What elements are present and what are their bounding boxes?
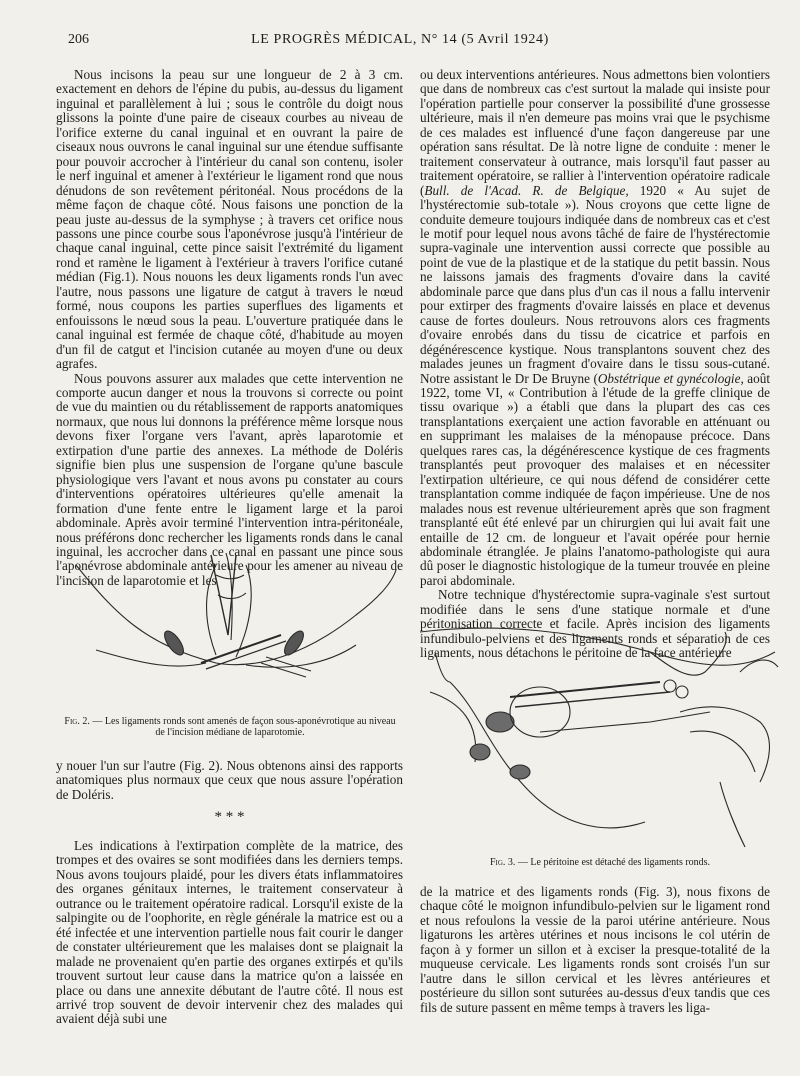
journal-title: LE PROGRÈS MÉDICAL, N° 14 (5 Avril 1924) xyxy=(251,32,549,47)
right-column-top xyxy=(420,68,770,661)
left-column-top xyxy=(56,68,403,588)
paragraph: Nous incisons la peau sur une longueur de 2 à 3 cm. exactement en dehors de l'épine du pubis, au-dessus du ligament inguinal et parallèlement à lui ; sous le contrôle du doigt nous glissons la pointe d'une paire de ciseaux courbes au niveau de l'orifice externe du canal inguinal et en ouvrant la paire de ciseaux nous ouvrons le canal inguinal sur une étendue suffisante pour pouvoir accrocher à l'intérieur du canal son contenu, isoler le nerf inguinal et amener à l'extérieur le ligament rond que nous dénudons de son revêtement péritonéal. Nous procédons de la même façon de chaque côté. Nous faisons une ponction de la peau juste au-dessus de la symphyse ; à travers cet orifice nous passons une pince courbe sous l'aponévrose jusqu'à l'intérieur de chaque canal inguinal, cette pince saisit l'extrémité du ligament rond et ramène le ligament à l'extérieur à travers l'orifice cutané médian (Fig.1). Nous nouons les deux ligaments ronds l'un avec l'autre, nous passons une ligature de catgut à travers le nœud formé, nous coupons les parties superflues des ligaments et enfouissons le nœud sous la peau. L'ouverture pratiquée dans le canal inguinal est fermée de chaque côté, d'habitude au moyen d'un fil de catgut et l'incision cutanée au moyen d'une ou deux agrafes. xyxy=(56,67,403,372)
figure-3-caption xyxy=(430,857,770,868)
figure-label: Fig. 3. xyxy=(489,857,516,868)
caption-text: — Le péritoine est détaché des ligaments ronds. xyxy=(515,857,711,868)
section-separator: * * * xyxy=(214,809,245,825)
paragraph: ou deux interventions antérieures. Nous admettons bien volontiers que dans de nombreux cas c'est surtout la malade qui insiste pour l'opération partielle pour conserver la possibilité d'une grossesse ultérieure, mais il n'en demeure pas moins vrai que le psychisme de ces malades est influencé d'une façon dangereuse par une opération sans résultat. De là notre ligne de conduite : mener le traitement conservateur à outrance, mais lorsqu'il faut passer au traitement opératoire, se rallier à l'intervention opératoire radicale (Bull. de l'Acad. R. de Belgique, 1920 « Au sujet de l'hystérectomie sub-totale »). Nous croyons que cette ligne de conduite demeure toujours indiquée dans de nombreux cas et c'est le motif pour lequel nous avons tâché de faire de l'hystérectomie supra-vaginale une intervention aussi correcte que possible au point de vue de la plastique et de la statique du petit bassin. Nous ne laissons jamais des fragments d'ovaire dans la cavité abdominale parce que dans plus d'un cas il nous a fallu intervenir pour extirper des fragments d'ovaire laissés en place et devenus cause de fortes douleurs. Nous retrouvons alors ces fragments d'ovaire enrobés dans du tissu de cicatrice et parfois en dégénérescence kystique. Nous transplantons souvent chez des malades jeunes un fragment d'ovaire dans le tissu sous-cutané. Notre assistant le Dr De Bruyne (Obstétrique et gynécologie, août 1922, tome VI, « Contribution à l'étude de la greffe clinique de tissu ovarique ») a établi que dans la plupart des cas ces transplantations exerçaient une action favorable en atténuant ou en supprimant les malaises de la ménopause précoce. Dans quelques rares cas, la dégénérescence kystique de ces fragments transplantés peut provoquer des malaises et en nécessiter l'extirpation ultérieure, ce qui nous défend de considérer cette transplantation comme indiquée de façon impérieuse. Une de nos malades nous est revenue ultérieurement après que son fragment transplanté eût été enlevé par un chirurgien qui lui avait fait une entaille de 12 cm. de longueur et l'avait opérée pour hernie abdominale étranglée. Je plains l'anatomo-pathologiste qui aura dû poser le diagnostic histologique de la tumeur trouvée en pleine paroi abdominale. xyxy=(420,67,770,588)
figure-2-caption xyxy=(60,716,400,738)
figure-2-illustration xyxy=(56,545,403,725)
paragraph: y nouer l'un sur l'autre (Fig. 2). Nous obtenons ainsi des rapports anatomiques plus normaux que ceux que nous assure l'opération de Doléris. xyxy=(56,758,403,802)
left-column-middle xyxy=(56,759,403,802)
figure-3-illustration xyxy=(420,612,780,852)
fig3-drawing xyxy=(420,612,780,852)
fig2-drawing xyxy=(56,545,403,725)
paragraph: Les indications à l'extirpation complète de la matrice, des trompes et des ovaires se sont modifiées dans les derniers temps. Nous avons toujours plaidé, pour les divers états inflammatoires des organes génitaux internes, le traitement conservateur à outrance ou le traitement opératoire radical. Lorsqu'il existe de la salpingite ou de l'oophorite, en règle générale la matrice est ou a été infectée et une intervention partielle nous fait courir le danger de constater ultérieurement que les malaises dont se plaignait la malade ne provenaient qu'en partie des organes extirpés et qu'ils trouvent surtout leur cause dans la matrice qu'on a laissée en place ou dans une annexite débutant de l'autre côté. Il nous est arrivé trop souvent de devoir intervenir chez des malades qui avaient déjà subi une xyxy=(56,838,403,1027)
figure-label: Fig. 2. xyxy=(64,716,90,727)
right-column-bottom xyxy=(420,885,770,1015)
page-header xyxy=(0,32,800,54)
caption-text: — Les ligaments ronds sont amenés de façon sous-aponévrotique au niveau de l'incision médiane de laparotomie. xyxy=(89,716,396,738)
left-column-bottom xyxy=(56,839,403,1027)
paragraph: Notre technique d'hystérectomie supra-vaginale s'est surtout modifiée dans le sens d'une statique normale et d'une péritonisation correcte et facile. Après incision des ligaments infundibulo-pelviens et des ligaments ronds et séparation de ces ligaments, nous détachons le péritoine de la face antérieure xyxy=(420,587,770,661)
paragraph: de la matrice et des ligaments ronds (Fig. 3), nous fixons de chaque côté le moignon infundibulo-pelvien sur le ligament rond et nous refoulons la vessie de la paroi utérine antérieure. Nous ligaturons les artères utérines et nous incisons le col utérin de façon à y former un sillon et à exciser la presque-totalité de la muqueuse cervicale. Les ligaments ronds sont croisés l'un sur l'autre dans le sillon cervical et les lèvres antérieures et postérieure du sillon sont suturées au-dessus d'eux tandis que ces fils de suture passent en même temps à travers les liga- xyxy=(420,884,770,1015)
paragraph: Nous pouvons assurer aux malades que cette intervention ne comporte aucun danger et nous la trouvons si correcte ou point de vue du maintien ou du rétablissement de rapports anatomiques normaux, que nous lui donnons la préférence même lorsque nous devons fixer l'organe vers l'avant, après laparotomie et extirpation d'une partie des annexes. La méthode de Doléris signifie bien plus une suspension de l'organe qu'une bascule physiologique vers l'avant et nous avons pu constater au cours d'interventions opératoires ultérieures qu'elle amenait la formation d'une fente entre le ligament large et la paroi abdominale. Après avoir terminé l'intervention intra-péritonéale, nous préférons donc rechercher les ligaments ronds dans le canal inguinal, les accrocher dans ce canal en passant une pince sous l'aponévrose abdominale antérieure pour les amener au niveau de l'incision de laparotomie et les xyxy=(56,370,403,588)
page-number: 206 xyxy=(68,32,89,47)
